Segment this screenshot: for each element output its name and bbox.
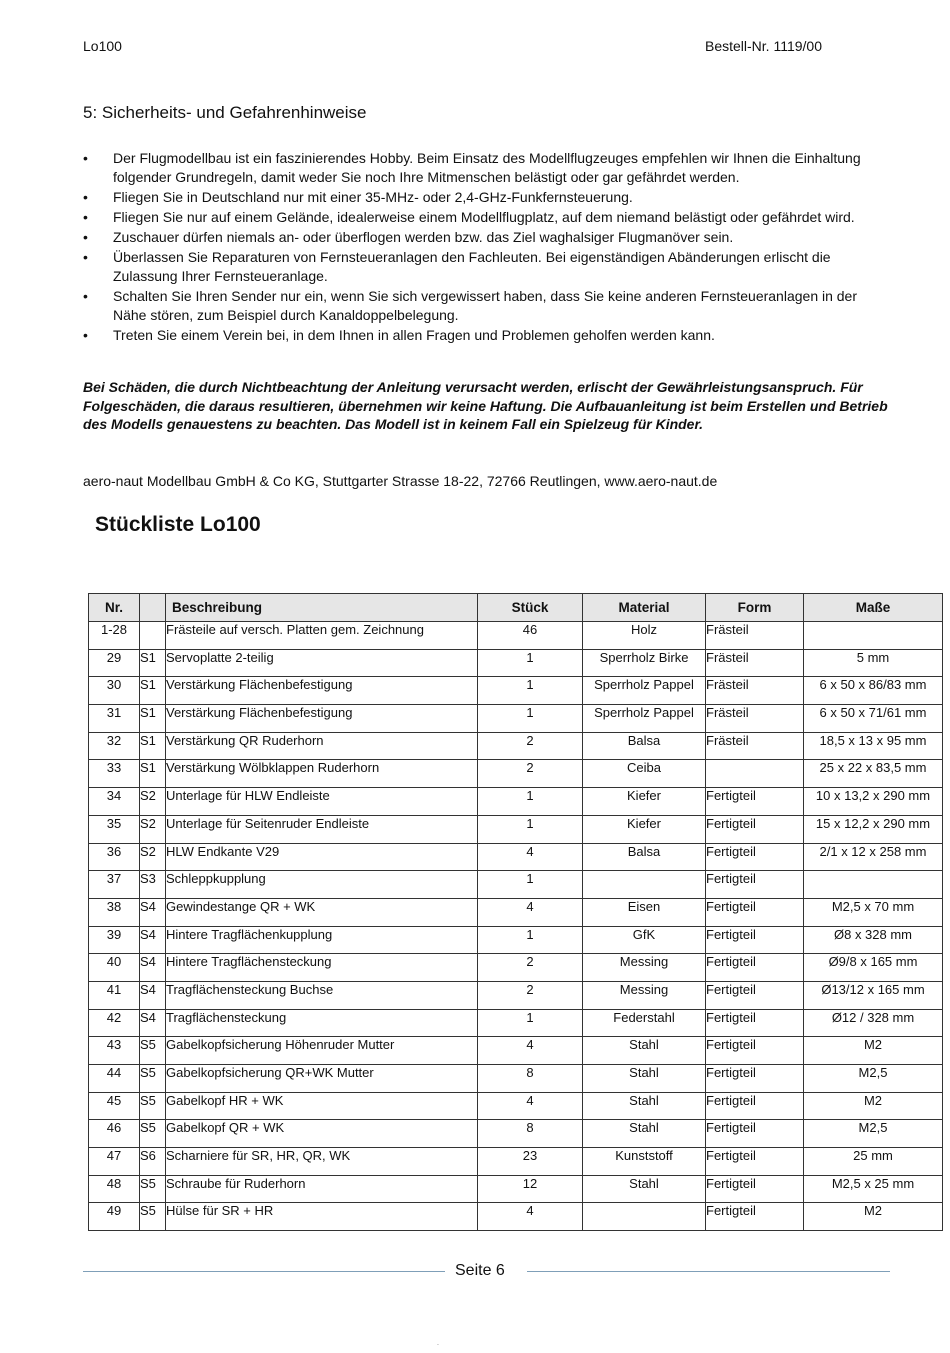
cell-material: Federstahl <box>583 1009 706 1037</box>
cell-material: Stahl <box>583 1175 706 1203</box>
cell-description: Gabelkopf QR + WK <box>166 1120 478 1148</box>
cell-quantity: 46 <box>478 622 583 650</box>
cell-description: Hülse für SR + HR <box>166 1203 478 1231</box>
safety-item: • Treten Sie einem Verein bei, in dem Ihnen in allen Fragen und Problemen geholfen werden kann. <box>83 326 893 345</box>
cell-quantity: 1 <box>478 815 583 843</box>
cell-quantity: 4 <box>478 898 583 926</box>
cell-nr: 44 <box>89 1065 140 1093</box>
cell-description: HLW Endkante V29 <box>166 843 478 871</box>
cell-description: Scharniere für SR, HR, QR, WK <box>166 1148 478 1176</box>
cell-size: 10 x 13,2 x 290 mm <box>804 788 943 816</box>
cell-form: Fertigteil <box>706 871 804 899</box>
cell-material: Eisen <box>583 898 706 926</box>
cell-form: Fertigteil <box>706 926 804 954</box>
table-row <box>89 926 943 954</box>
cell-material: Stahl <box>583 1092 706 1120</box>
cell-size: M2,5 x 70 mm <box>804 898 943 926</box>
cell-material <box>583 1203 706 1231</box>
table-row <box>89 1120 943 1148</box>
table-row <box>89 843 943 871</box>
safety-item: • Überlassen Sie Reparaturen von Fernsteueranlagen den Fachleuten. Bei eigenständigen Abänderungen erlischt die Zulassung Ihrer Fernsteueranlage. <box>83 248 893 285</box>
footer-divider-right <box>527 1271 890 1272</box>
cell-material: Holz <box>583 622 706 650</box>
cell-size: 15 x 12,2 x 290 mm <box>804 815 943 843</box>
cell-description: Gewindestange QR + WK <box>166 898 478 926</box>
cell-form: Fertigteil <box>706 1148 804 1176</box>
cell-size: M2 <box>804 1203 943 1231</box>
cell-group: S2 <box>140 788 166 816</box>
col-header-description: Beschreibung <box>166 594 478 622</box>
cell-form: Fertigteil <box>706 1092 804 1120</box>
table-row <box>89 788 943 816</box>
cell-material: Messing <box>583 981 706 1009</box>
cell-material: Messing <box>583 954 706 982</box>
cell-material: Sperrholz Birke <box>583 649 706 677</box>
cell-description: Verstärkung QR Ruderhorn <box>166 732 478 760</box>
cell-group: S5 <box>140 1065 166 1093</box>
cell-size: 6 x 50 x 86/83 mm <box>804 677 943 705</box>
cell-group: S5 <box>140 1037 166 1065</box>
cell-form <box>706 760 804 788</box>
header-model-name: Lo100 <box>83 38 122 54</box>
cell-nr: 34 <box>89 788 140 816</box>
cell-group: S5 <box>140 1203 166 1231</box>
cell-quantity: 1 <box>478 871 583 899</box>
cell-material: Stahl <box>583 1037 706 1065</box>
cell-description: Tragflächensteckung <box>166 1009 478 1037</box>
cell-size: 5 mm <box>804 649 943 677</box>
cell-size: M2 <box>804 1037 943 1065</box>
cell-group: S1 <box>140 705 166 733</box>
cell-group: S1 <box>140 760 166 788</box>
footer-divider-left <box>83 1271 445 1272</box>
cell-form: Frästeil <box>706 622 804 650</box>
cell-group: S3 <box>140 871 166 899</box>
col-header-form: Form <box>706 594 804 622</box>
cell-description: Gabelkopf HR + WK <box>166 1092 478 1120</box>
cell-quantity: 2 <box>478 954 583 982</box>
cell-form: Fertigteil <box>706 1120 804 1148</box>
table-row <box>89 815 943 843</box>
cell-material: Sperrholz Pappel <box>583 677 706 705</box>
cell-form: Frästeil <box>706 649 804 677</box>
safety-item: • Fliegen Sie nur auf einem Gelände, idealerweise einem Modellflugplatz, auf dem niemand belästigt oder gefährdet wird. <box>83 208 893 227</box>
cell-group: S4 <box>140 954 166 982</box>
cell-material: GfK <box>583 926 706 954</box>
cell-material: Kunststoff <box>583 1148 706 1176</box>
liability-warning: Bei Schäden, die durch Nichtbeachtung der Anleitung verursacht werden, erlischt der Gewährleistungsanspruch. Für Folgeschäden, die daraus resultieren, übernehmen wir keine Haftung. Die Aufbauanleitung ist beim Erstellen und Betrieb des Modells genauestens zu beachten. Das Modell ist in keinem Fall ein Spielzeug für Kinder. <box>83 379 888 433</box>
cell-nr: 49 <box>89 1203 140 1231</box>
cell-nr: 40 <box>89 954 140 982</box>
cell-quantity: 12 <box>478 1175 583 1203</box>
header-order-number: Bestell-Nr. 1119/00 <box>705 38 822 54</box>
cell-quantity: 4 <box>478 1037 583 1065</box>
cell-size: 18,5 x 13 x 95 mm <box>804 732 943 760</box>
cell-nr: 30 <box>89 677 140 705</box>
table-row <box>89 871 943 899</box>
cell-size: M2,5 <box>804 1065 943 1093</box>
cell-form: Fertigteil <box>706 788 804 816</box>
cell-nr: 39 <box>89 926 140 954</box>
cell-description: Gabelkopfsicherung Höhenruder Mutter <box>166 1037 478 1065</box>
cell-material: Stahl <box>583 1065 706 1093</box>
cell-description: Hintere Tragflächenkupplung <box>166 926 478 954</box>
cell-group: S4 <box>140 898 166 926</box>
cell-quantity: 4 <box>478 1092 583 1120</box>
cell-description: Verstärkung Flächenbefestigung <box>166 677 478 705</box>
table-row <box>89 1065 943 1093</box>
table-row <box>89 649 943 677</box>
cell-group: S2 <box>140 815 166 843</box>
cell-group: S5 <box>140 1092 166 1120</box>
cell-quantity: 1 <box>478 926 583 954</box>
page-number: Seite 6 <box>455 1262 505 1279</box>
cell-nr: 35 <box>89 815 140 843</box>
cell-form: Fertigteil <box>706 1203 804 1231</box>
table-row <box>89 677 943 705</box>
cell-material: Ceiba <box>583 760 706 788</box>
cell-nr: 43 <box>89 1037 140 1065</box>
cell-description: Verstärkung Wölbklappen Ruderhorn <box>166 760 478 788</box>
cell-size: 6 x 50 x 71/61 mm <box>804 705 943 733</box>
cell-nr: 36 <box>89 843 140 871</box>
safety-section-title: 5: Sicherheits- und Gefahrenhinweise <box>83 103 367 122</box>
cell-quantity: 2 <box>478 981 583 1009</box>
cell-nr: 45 <box>89 1092 140 1120</box>
cell-size: Ø8 x 328 mm <box>804 926 943 954</box>
cell-nr: 1-28 <box>89 622 140 650</box>
safety-item: • Fliegen Sie in Deutschland nur mit einer 35-MHz- oder 2,4-GHz-Funkfernsteuerung. <box>83 188 893 207</box>
cell-quantity: 1 <box>478 1009 583 1037</box>
cell-form: Frästeil <box>706 705 804 733</box>
cell-material: Kiefer <box>583 815 706 843</box>
cell-group: S6 <box>140 1148 166 1176</box>
cell-size <box>804 622 943 650</box>
col-header-material: Material <box>583 594 706 622</box>
cell-description: Gabelkopfsicherung QR+WK Mutter <box>166 1065 478 1093</box>
cell-quantity: 1 <box>478 788 583 816</box>
company-address: aero-naut Modellbau GmbH & Co KG, Stuttgarter Strasse 18-22, 72766 Reutlingen, www.aero-naut.de <box>83 473 718 489</box>
cell-group: S5 <box>140 1120 166 1148</box>
cell-form: Fertigteil <box>706 898 804 926</box>
cell-group: S1 <box>140 677 166 705</box>
cell-size: 2/1 x 12 x 258 mm <box>804 843 943 871</box>
col-header-group <box>140 594 166 622</box>
cell-nr: 47 <box>89 1148 140 1176</box>
cell-form: Fertigteil <box>706 1065 804 1093</box>
cell-size: 25 x 22 x 83,5 mm <box>804 760 943 788</box>
cell-group: S2 <box>140 843 166 871</box>
table-row <box>89 954 943 982</box>
cell-group: S4 <box>140 926 166 954</box>
cell-nr: 32 <box>89 732 140 760</box>
cell-description: Tragflächensteckung Buchse <box>166 981 478 1009</box>
table-row <box>89 732 943 760</box>
cell-nr: 46 <box>89 1120 140 1148</box>
table-row <box>89 1092 943 1120</box>
cell-size: 25 mm <box>804 1148 943 1176</box>
cell-material: Balsa <box>583 843 706 871</box>
col-header-nr: Nr. <box>89 594 140 622</box>
table-header-row <box>89 594 943 622</box>
cell-group: S5 <box>140 1175 166 1203</box>
cell-form: Fertigteil <box>706 981 804 1009</box>
cell-group: S4 <box>140 981 166 1009</box>
cell-nr: 29 <box>89 649 140 677</box>
cell-nr: 42 <box>89 1009 140 1037</box>
cell-material: Sperrholz Pappel <box>583 705 706 733</box>
cell-quantity: 23 <box>478 1148 583 1176</box>
cell-material: Balsa <box>583 732 706 760</box>
safety-item: • Zuschauer dürfen niemals an- oder überflogen werden bzw. das Ziel waghalsiger Flugmanöver sein. <box>83 228 893 247</box>
safety-list <box>83 149 893 346</box>
cell-quantity: 4 <box>478 843 583 871</box>
parts-table <box>88 593 943 1231</box>
table-row <box>89 622 943 650</box>
cell-group: S4 <box>140 1009 166 1037</box>
cell-description: Unterlage für HLW Endleiste <box>166 788 478 816</box>
table-row <box>89 981 943 1009</box>
cell-quantity: 2 <box>478 760 583 788</box>
cell-form: Fertigteil <box>706 1175 804 1203</box>
cell-size: M2 <box>804 1092 943 1120</box>
cell-group: S1 <box>140 732 166 760</box>
cell-description: Unterlage für Seitenruder Endleiste <box>166 815 478 843</box>
parts-list-title: Stückliste Lo100 <box>95 513 261 536</box>
safety-item: • Schalten Sie Ihren Sender nur ein, wenn Sie sich vergewissert haben, dass Sie keine anderen Fernsteueranlagen in der Nähe stören, zum Beispiel durch Kanaldoppelbelegung. <box>83 287 893 324</box>
cell-form: Fertigteil <box>706 843 804 871</box>
cell-group <box>140 622 166 650</box>
col-header-quantity: Stück <box>478 594 583 622</box>
table-row <box>89 1148 943 1176</box>
cell-nr: 31 <box>89 705 140 733</box>
cell-nr: 37 <box>89 871 140 899</box>
cell-form: Fertigteil <box>706 1009 804 1037</box>
cell-form: Frästeil <box>706 732 804 760</box>
cell-description: Schleppkupplung <box>166 871 478 899</box>
table-row <box>89 1203 943 1231</box>
cell-material <box>583 871 706 899</box>
cell-group: S1 <box>140 649 166 677</box>
cell-size: M2,5 <box>804 1120 943 1148</box>
safety-item: • Der Flugmodellbau ist ein faszinierendes Hobby. Beim Einsatz des Modellflugzeuges empfehlen wir Ihnen die Einhaltung folgender Grundregeln, damit weder Sie noch Ihre Mitmenschen belästigt oder gar gefährdet werden. <box>83 149 893 186</box>
cell-nr: 48 <box>89 1175 140 1203</box>
cell-quantity: 1 <box>478 649 583 677</box>
table-row <box>89 1009 943 1037</box>
cell-material: Kiefer <box>583 788 706 816</box>
cell-quantity: 1 <box>478 677 583 705</box>
cell-form: Fertigteil <box>706 1037 804 1065</box>
col-header-size: Maße <box>804 594 943 622</box>
cell-size: Ø9/8 x 165 mm <box>804 954 943 982</box>
cell-nr: 38 <box>89 898 140 926</box>
cell-description: Schraube für Ruderhorn <box>166 1175 478 1203</box>
cell-form: Frästeil <box>706 677 804 705</box>
cell-nr: 33 <box>89 760 140 788</box>
table-row <box>89 705 943 733</box>
cell-quantity: 1 <box>478 705 583 733</box>
table-row <box>89 1175 943 1203</box>
cell-material: Stahl <box>583 1120 706 1148</box>
cell-description: Servoplatte 2-teilig <box>166 649 478 677</box>
cell-quantity: 8 <box>478 1120 583 1148</box>
cell-quantity: 4 <box>478 1203 583 1231</box>
cell-form: Fertigteil <box>706 815 804 843</box>
cell-description: Frästeile auf versch. Platten gem. Zeichnung <box>166 622 478 650</box>
cell-size: Ø13/12 x 165 mm <box>804 981 943 1009</box>
table-row <box>89 898 943 926</box>
cell-description: Verstärkung Flächenbefestigung <box>166 705 478 733</box>
table-row <box>89 760 943 788</box>
table-row <box>89 1037 943 1065</box>
cell-quantity: 8 <box>478 1065 583 1093</box>
cell-size <box>804 871 943 899</box>
cell-form: Fertigteil <box>706 954 804 982</box>
cell-size: Ø12 / 328 mm <box>804 1009 943 1037</box>
cell-description: Hintere Tragflächensteckung <box>166 954 478 982</box>
footer-mark: . <box>437 1340 439 1347</box>
cell-size: M2,5 x 25 mm <box>804 1175 943 1203</box>
cell-nr: 41 <box>89 981 140 1009</box>
cell-quantity: 2 <box>478 732 583 760</box>
